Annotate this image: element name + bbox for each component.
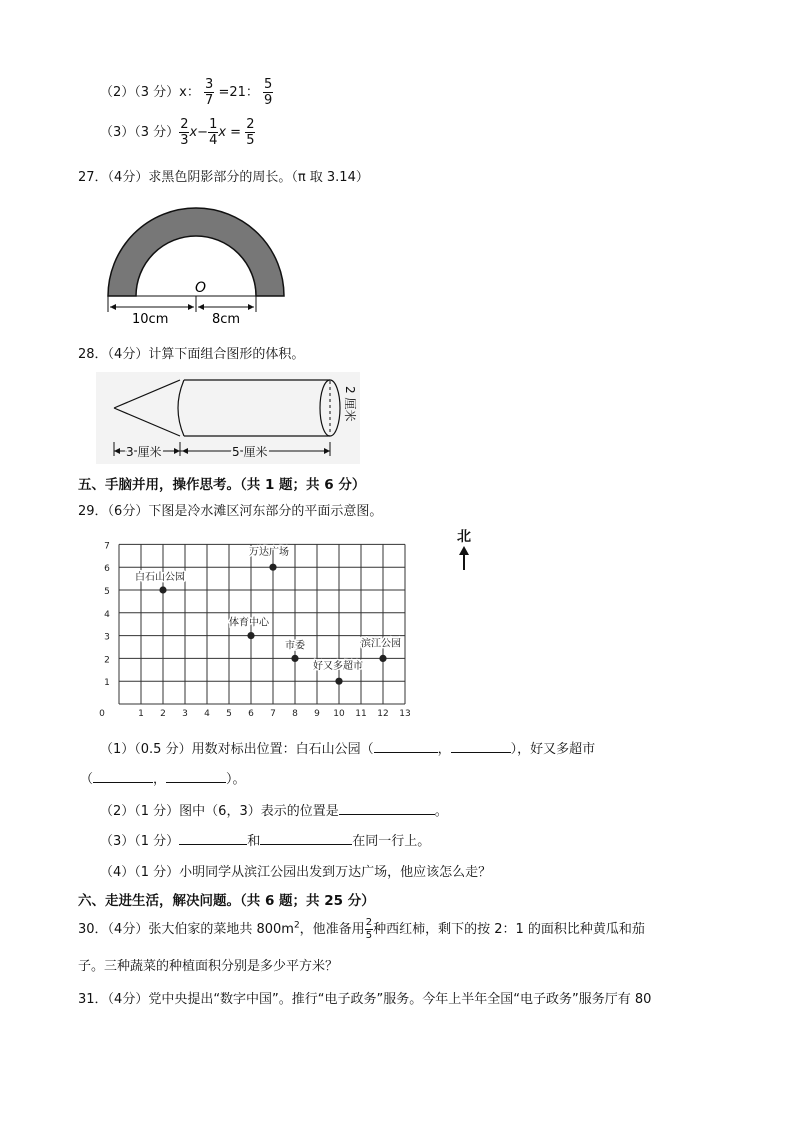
- x-tick-label: 11: [355, 709, 367, 719]
- dim-label-8cm: 8cm: [212, 312, 241, 327]
- place-label: 好又多超市: [313, 661, 363, 673]
- answer-blank[interactable]: [339, 800, 435, 815]
- y-tick-label: 7: [104, 541, 110, 552]
- place-point: [291, 655, 298, 662]
- answer-blank[interactable]: [260, 830, 352, 845]
- answer-blank[interactable]: [451, 738, 511, 753]
- x-tick-label: 13: [399, 709, 411, 719]
- q27-semi-annulus-figure: [98, 188, 298, 328]
- q29-text: 29．（6分）下图是冷水滩区河东部分的平面示意图。: [78, 504, 383, 519]
- place-label: 白石山公园: [135, 572, 185, 583]
- dim-label-cylinder: 5 厘米: [232, 445, 268, 459]
- place-point: [269, 564, 276, 571]
- place-point: [159, 586, 166, 593]
- y-tick-label: 2: [104, 655, 110, 666]
- x-tick-label: 3: [182, 709, 188, 719]
- dim-label-10cm: 10cm: [132, 312, 169, 327]
- place-point: [379, 655, 386, 662]
- fraction: $\frac{2}{5}$: [246, 117, 255, 148]
- y-tick-label: 4: [104, 609, 110, 620]
- fraction: $\frac{2}{5}$: [365, 917, 373, 941]
- dim-label-diameter: 2 厘米: [343, 386, 357, 422]
- x-tick-label: 12: [377, 709, 389, 719]
- x-tick-label: 10: [333, 709, 345, 719]
- x-tick-label: 0: [99, 709, 105, 719]
- place-label: 体育中心: [229, 617, 269, 629]
- answer-blank[interactable]: [179, 830, 247, 845]
- q29-sub1: （1）（0.5 分）用数对标出位置：白石山公园（ ， ），好又多超市: [100, 738, 595, 757]
- q26-item3: （3）（3 分） $\frac{2}{3}$ x− $\frac{1}{4}$ x = $\frac{2}{5}$: [100, 117, 255, 148]
- q29-sub4: （4）（1 分）小明同学从滨江公园出发到万达广场，他应该怎么走？: [100, 865, 492, 880]
- q26-item2: （2）（3 分）x： $\frac{3}{7}$ =21： $\frac{5}{9}$: [100, 77, 273, 108]
- north-label: 北: [457, 529, 471, 545]
- q27-text: 27．（4分）求黑色阴影部分的周长。（π 取 3.14）: [78, 170, 369, 185]
- q28-text: 28．（4分）计算下面组合图形的体积。: [78, 347, 305, 362]
- fraction: $\frac{1}{4}$: [209, 117, 218, 148]
- section5-title: 五、手脑并用，操作思考。（共 1 题；共 6 分）: [78, 477, 366, 493]
- place-label: 滨江公园: [361, 638, 401, 650]
- x-tick-label: 2: [160, 709, 166, 719]
- y-tick-label: 5: [104, 587, 110, 597]
- x-tick-label: 1: [138, 709, 144, 719]
- q29-coordinate-map: [96, 528, 426, 720]
- x-tick-label: 6: [248, 709, 254, 719]
- answer-blank[interactable]: [374, 738, 438, 753]
- fraction: $\frac{3}{7}$: [205, 77, 214, 108]
- x-tick-label: 4: [204, 709, 210, 719]
- q29-sub3: （3）（1 分） 和 在同一行上。: [100, 830, 430, 849]
- fraction: $\frac{5}{9}$: [264, 77, 273, 108]
- dim-label-cone: 3 厘米: [126, 445, 162, 459]
- answer-blank[interactable]: [93, 768, 153, 783]
- q31-text: 31．（4分）党中央提出“数字中国”。推行“电子政务”服务。今年上半年全国“电子政务”服务厅有 80: [78, 992, 652, 1007]
- y-tick-label: 3: [104, 632, 110, 643]
- fraction: $\frac{2}{3}$: [180, 117, 189, 148]
- x-tick-label: 7: [270, 709, 276, 719]
- north-indicator: [454, 526, 474, 576]
- north-arrow-icon: [454, 546, 474, 572]
- q30-line2: 子。三种蔬菜的种植面积分别是多少平方米？: [78, 959, 339, 974]
- answer-blank[interactable]: [166, 768, 226, 783]
- y-tick-label: 1: [104, 678, 110, 689]
- q28-cone-cylinder-figure: [96, 372, 360, 464]
- x-tick-label: 9: [314, 709, 320, 719]
- x-tick-label: 5: [226, 709, 232, 719]
- x-tick-label: 8: [292, 709, 298, 719]
- center-label: O: [195, 280, 207, 296]
- place-label: 市委: [285, 640, 305, 652]
- y-tick-label: 6: [104, 564, 110, 575]
- section6-title: 六、走进生活，解决问题。（共 6 题；共 25 分）: [78, 893, 375, 909]
- place-label: 万达广场: [249, 547, 289, 559]
- q29-sub1-cont: （ ， ）。: [80, 768, 246, 787]
- place-point: [247, 632, 254, 639]
- place-point: [335, 678, 342, 685]
- q29-sub2: （2）（1 分）图中（6，3）表示的位置是 。: [100, 800, 448, 819]
- q30-line1: 30．（4分）张大伯家的菜地共 $800m^2$，他准备用 $\frac{2}{5}$ 种西红柿，剩下的按 2：1 的面积比种黄瓜和茄: [78, 917, 645, 941]
